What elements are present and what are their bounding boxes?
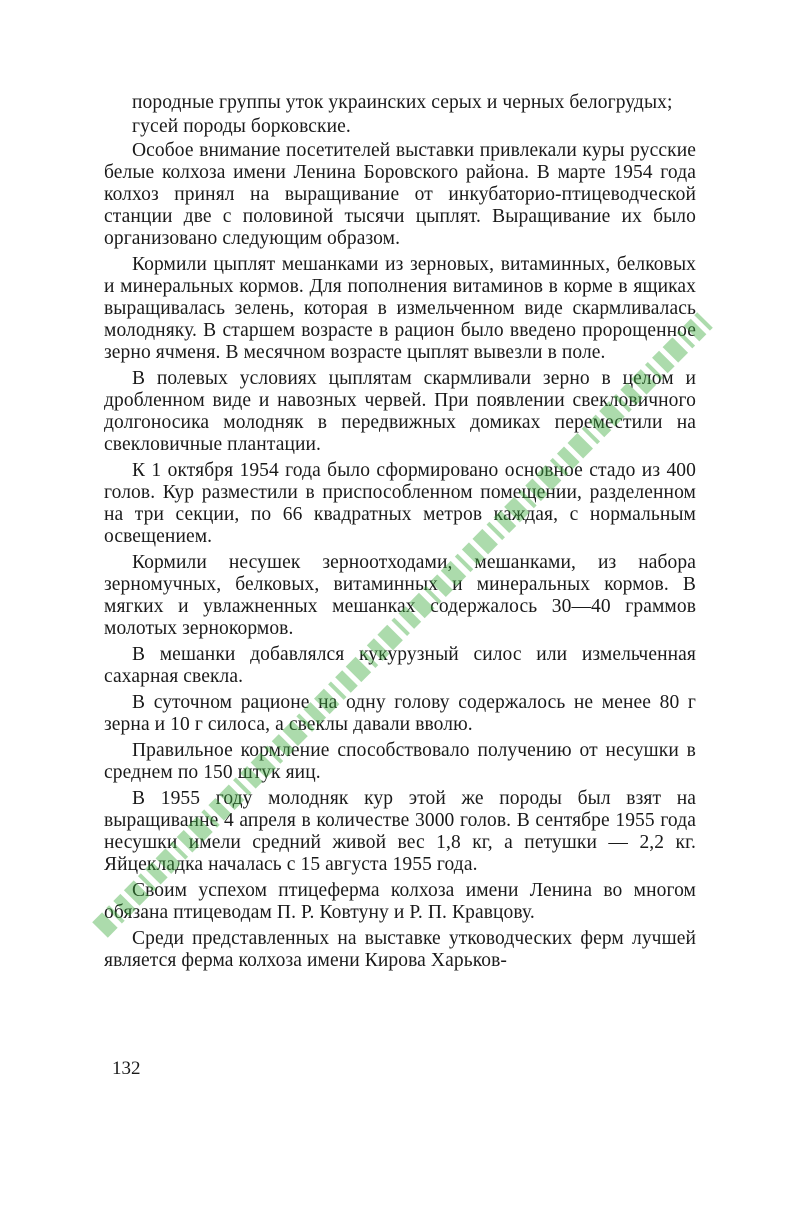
paragraph: Среди представленных на выставке утководческих ферм лучшей является ферма колхоза имени Кирова Харьков-: [104, 928, 696, 971]
paragraph: гусей породы борковские.: [132, 116, 351, 137]
paragraph: Особое внимание посетителей выставки привлекали куры русские белые колхоза имени Ленина Боровского района. В марте 1954 года колхоз принял на выращивание от инкубаторио-птицеводческой станции две с половиной тысячи цыплят. Выращивание их было организовано следующим образом.: [104, 140, 696, 249]
paragraph: Кормили цыплят мешанками из зерновых, витаминных, белковых и минеральных кормов. Для пополнения витаминов в корме в ящиках выращивалась зелень, которая в измельченном виде скармливалась молодняку. В старшем возрасте в рацион было введено пророщенное зерно ячменя. В месячном возрасте цыплят вывезли в поле.: [104, 254, 696, 363]
paragraph: Своим успехом птицеферма колхоза имени Ленина во многом обязана птицеводам П. Р. Ковтуну и Р. П. Кравцову.: [104, 880, 696, 923]
paragraph: В полевых условиях цыплятам скармливали зерно в целом и дробленном виде и навозных червей. При появлении свекловичного долгоносика молодняк в передвижных домиках переместили на свекловичные плантации.: [104, 368, 696, 455]
paragraph: породные группы уток украинских серых и черных белогрудых;: [132, 92, 673, 113]
page-number: 132: [112, 1058, 141, 1079]
paragraph: В суточном рационе на одну голову содержалось не менее 80 г зерна и 10 г силоса, а свеклы давали вволю.: [104, 692, 696, 735]
paragraph: Кормили несушек зерноотходами, мешанками, из набора зерномучных, белковых, витаминных и минеральных кормов. В мягких и увлажненных мешанках содержалось 30—40 граммов молотых зернокормов.: [104, 552, 696, 639]
paragraph: В мешанки добавлялся кукурузный силос или измельченная сахарная свекла.: [104, 644, 696, 687]
paragraph: К 1 октября 1954 года было сформировано основное стадо из 400 голов. Кур разместили в приспособленном помещении, разделенном на три секции, по 66 квадратных метров каждая, с нормальным освещением.: [104, 460, 696, 547]
paragraph: В 1955 году молодняк кур этой же породы был взят на выращиванне 4 апреля в количестве 3000 голов. В сентябре 1955 года несушки имели средний живой вес 1,8 кг, а петушки — 2,2 кг. Яйцекладка началась с 15 августа 1955 года.: [104, 788, 696, 875]
page-body: [104, 92, 696, 972]
paragraph: Правильное кормление способствовало получению от несушки в среднем по 150 штук яиц.: [104, 740, 696, 783]
